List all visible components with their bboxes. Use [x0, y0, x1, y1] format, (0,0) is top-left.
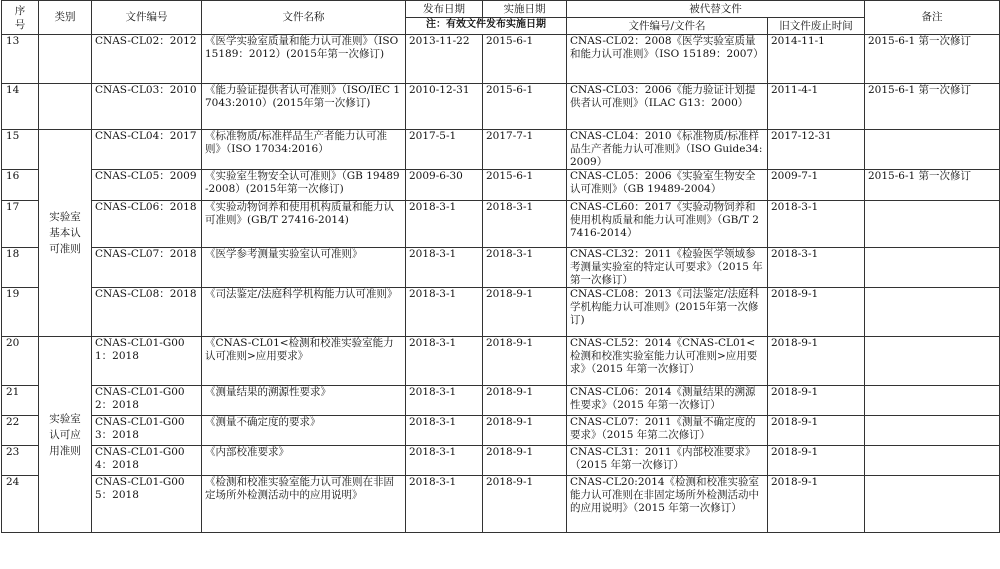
header-old-abolish-date: 旧文件废止时间 [768, 18, 865, 35]
remark-cell [865, 476, 1000, 533]
doc-name-cell: 《司法鉴定/法庭科学机构能力认可准则》 [202, 288, 406, 337]
seq-cell: 13 [2, 35, 39, 84]
effective-date-cell: 2018-3-1 [483, 201, 567, 248]
remark-cell [865, 248, 1000, 288]
abolish-date-cell: 2018-9-1 [768, 386, 865, 416]
header-remark: 备注 [865, 1, 1000, 35]
remark-cell: 2015-6-1 第一次修订 [865, 170, 1000, 201]
doc-no-cell: CNAS-CL08：2018 [92, 288, 202, 337]
table-row [2, 337, 1000, 386]
replaced-doc-cell: CNAS-CL52：2014《CNAS-CL01<检测和校准实验室能力认可准则>应用要求》（2015 年第一次修订） [567, 337, 768, 386]
doc-name-cell: 《医学实验室质量和能力认可准则》（ISO 15189：2012）(2015年第一次修订) [202, 35, 406, 84]
table-row [2, 288, 1000, 337]
effective-date-cell: 2018-9-1 [483, 386, 567, 416]
doc-no-cell: CNAS-CL01-G003：2018 [92, 416, 202, 446]
doc-no-cell: CNAS-CL07：2018 [92, 248, 202, 288]
effective-date-cell: 2018-9-1 [483, 288, 567, 337]
replaced-doc-cell: CNAS-CL07：2011《测量不确定度的要求》（2015 年第二次修订） [567, 416, 768, 446]
effective-date-cell: 2015-6-1 [483, 84, 567, 130]
standards-table [1, 0, 1000, 533]
seq-cell: 17 [2, 201, 39, 248]
doc-name-cell: 《测量结果的溯源性要求》 [202, 386, 406, 416]
header-seq: 序号 [2, 1, 39, 35]
replaced-doc-cell: CNAS-CL08：2013《司法鉴定/法庭科学机构能力认可准则》(2015年第一次修订) [567, 288, 768, 337]
seq-cell: 23 [2, 446, 39, 476]
abolish-date-cell: 2009-7-1 [768, 170, 865, 201]
table-row [2, 248, 1000, 288]
doc-name-cell: 《能力验证提供者认可准则》（ISO/IEC 17043:2010）(2015年第一次修订) [202, 84, 406, 130]
replaced-doc-cell: CNAS-CL32：2011《检验医学领域参考测量实验室的特定认可要求》（2015 年第一次修订） [567, 248, 768, 288]
remark-cell [865, 386, 1000, 416]
effective-date-cell: 2018-9-1 [483, 476, 567, 533]
remark-cell: 2015-6-1 第一次修订 [865, 35, 1000, 84]
seq-cell: 24 [2, 476, 39, 533]
remark-cell [865, 130, 1000, 170]
doc-no-cell: CNAS-CL01-G001：2018 [92, 337, 202, 386]
replaced-doc-cell: CNAS-CL20:2014《检测和校准实验室能力认可准则在非固定场所外检测活动中的应用说明》（2015 年第一次修订） [567, 476, 768, 533]
replaced-doc-cell: CNAS-CL31：2011《内部校准要求》（2015 年第一次修订） [567, 446, 768, 476]
category-cell-applied [39, 337, 92, 533]
abolish-date-cell: 2018-9-1 [768, 446, 865, 476]
replaced-doc-cell: CNAS-CL05：2006《实验室生物安全认可准则》（GB 19489-2004） [567, 170, 768, 201]
table-body [2, 35, 1000, 533]
effective-date-cell: 2015-6-1 [483, 35, 567, 84]
remark-cell [865, 201, 1000, 248]
doc-no-cell: CNAS-CL06：2018 [92, 201, 202, 248]
doc-name-cell: 《实验室生物安全认可准则》（GB 19489-2008）(2015年第一次修订) [202, 170, 406, 201]
replaced-doc-cell: CNAS-CL03：2006《能力验证计划提供者认可准则》（ILAC G13：2000） [567, 84, 768, 130]
table-row [2, 416, 1000, 446]
header-doc-name: 文件名称 [202, 1, 406, 35]
category-cell [39, 35, 92, 84]
table-row [2, 386, 1000, 416]
doc-name-cell: 《医学参考测量实验室认可准则》 [202, 248, 406, 288]
header-doc-no: 文件编号 [92, 1, 202, 35]
seq-cell: 22 [2, 416, 39, 446]
seq-cell: 20 [2, 337, 39, 386]
release-date-cell: 2018-3-1 [406, 337, 483, 386]
release-date-cell: 2018-3-1 [406, 416, 483, 446]
abolish-date-cell: 2018-9-1 [768, 288, 865, 337]
effective-date-cell: 2018-9-1 [483, 337, 567, 386]
doc-no-cell: CNAS-CL04：2017 [92, 130, 202, 170]
replaced-doc-cell: CNAS-CL60：2017《实验动物饲养和使用机构质量和能力认可准则》（GB/T 27416-2014） [567, 201, 768, 248]
replaced-doc-cell: CNAS-CL04：2010《标准物质/标准样品生产者能力认可准则》（ISO Guide34:2009） [567, 130, 768, 170]
header-release-date: 发布日期 [406, 1, 483, 18]
abolish-date-cell: 2018-9-1 [768, 476, 865, 533]
replaced-doc-cell: CNAS-CL02：2008《医学实验室质量和能力认可准则》（ISO 15189：2007） [567, 35, 768, 84]
doc-name-cell: 《CNAS-CL01<检测和校准实验室能力认可准则>应用要求》 [202, 337, 406, 386]
doc-no-cell: CNAS-CL01-G005：2018 [92, 476, 202, 533]
remark-cell [865, 416, 1000, 446]
release-date-cell: 2018-3-1 [406, 288, 483, 337]
remark-cell [865, 288, 1000, 337]
seq-cell: 19 [2, 288, 39, 337]
remark-cell [865, 446, 1000, 476]
remark-cell [865, 337, 1000, 386]
effective-date-cell: 2017-7-1 [483, 130, 567, 170]
doc-name-cell: 《内部校准要求》 [202, 446, 406, 476]
effective-date-cell: 2018-9-1 [483, 416, 567, 446]
table-row [2, 201, 1000, 248]
doc-name-cell: 《检测和校准实验室能力认可准则在非固定场所外检测活动中的应用说明》 [202, 476, 406, 533]
abolish-date-cell: 2018-9-1 [768, 416, 865, 446]
table-header [2, 1, 1000, 35]
release-date-cell: 2018-3-1 [406, 446, 483, 476]
seq-cell: 14 [2, 84, 39, 130]
abolish-date-cell: 2011-4-1 [768, 84, 865, 130]
table-row [2, 130, 1000, 170]
release-date-cell: 2018-3-1 [406, 248, 483, 288]
effective-date-cell: 2015-6-1 [483, 170, 567, 201]
release-date-cell: 2018-3-1 [406, 201, 483, 248]
doc-no-cell: CNAS-CL01-G004：2018 [92, 446, 202, 476]
category-cell [39, 84, 92, 130]
abolish-date-cell: 2018-3-1 [768, 201, 865, 248]
seq-cell: 16 [2, 170, 39, 201]
category-cell-basic [39, 130, 92, 337]
table-row [2, 446, 1000, 476]
release-date-cell: 2013-11-22 [406, 35, 483, 84]
doc-no-cell: CNAS-CL03：2010 [92, 84, 202, 130]
doc-no-cell: CNAS-CL02：2012 [92, 35, 202, 84]
release-date-cell: 2010-12-31 [406, 84, 483, 130]
abolish-date-cell: 2017-12-31 [768, 130, 865, 170]
header-category: 类别 [39, 1, 92, 35]
release-date-cell: 2018-3-1 [406, 476, 483, 533]
header-note: 注：有效文件发布实施日期 [406, 18, 567, 35]
header-replaced-no-name: 文件编号/文件名 [567, 18, 768, 35]
replaced-doc-cell: CNAS-CL06：2014《测量结果的溯源性要求》（2015 年第一次修订） [567, 386, 768, 416]
category-label: 实验室基本认可准则 [49, 211, 81, 255]
abolish-date-cell: 2014-11-1 [768, 35, 865, 84]
remark-cell: 2015-6-1 第一次修订 [865, 84, 1000, 130]
release-date-cell: 2009-6-30 [406, 170, 483, 201]
release-date-cell: 2018-3-1 [406, 386, 483, 416]
seq-cell: 15 [2, 130, 39, 170]
doc-no-cell: CNAS-CL01-G002：2018 [92, 386, 202, 416]
table-row [2, 170, 1000, 201]
effective-date-cell: 2018-3-1 [483, 248, 567, 288]
doc-name-cell: 《标准物质/标准样品生产者能力认可准则》（ISO 17034:2016） [202, 130, 406, 170]
category-label: 实验室认可应用准则 [49, 412, 81, 457]
effective-date-cell: 2018-9-1 [483, 446, 567, 476]
doc-no-cell: CNAS-CL05：2009 [92, 170, 202, 201]
doc-name-cell: 《实验动物饲养和使用机构质量和能力认可准则》(GB/T 27416-2014) [202, 201, 406, 248]
seq-cell: 21 [2, 386, 39, 416]
table-row [2, 84, 1000, 130]
header-effective-date: 实施日期 [483, 1, 567, 18]
abolish-date-cell: 2018-3-1 [768, 248, 865, 288]
header-replaced: 被代替文件 [567, 1, 865, 18]
abolish-date-cell: 2018-9-1 [768, 337, 865, 386]
doc-name-cell: 《测量不确定度的要求》 [202, 416, 406, 446]
seq-cell: 18 [2, 248, 39, 288]
table-row [2, 476, 1000, 533]
release-date-cell: 2017-5-1 [406, 130, 483, 170]
table-row [2, 35, 1000, 84]
